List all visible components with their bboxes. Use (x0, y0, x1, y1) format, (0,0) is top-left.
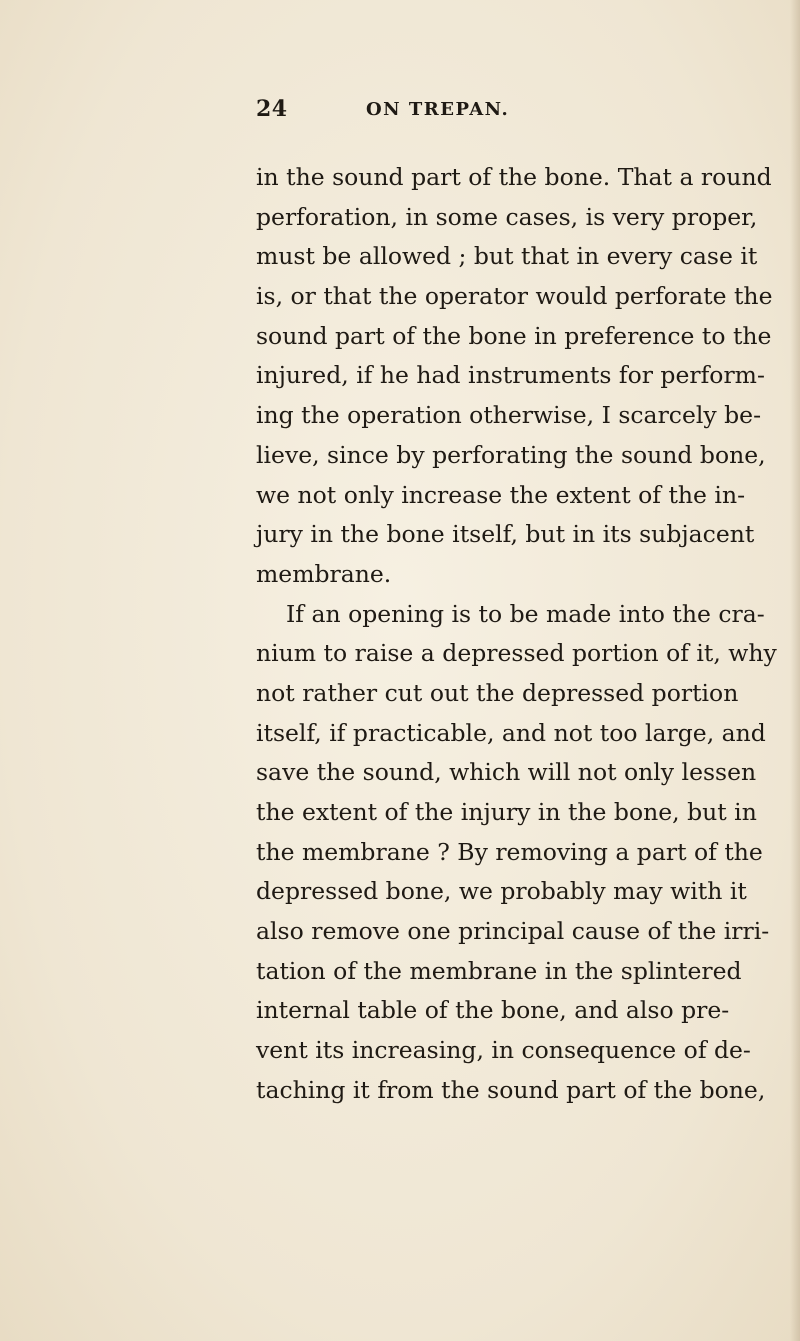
text-line: the extent of the injury in the bone, but in (256, 798, 757, 826)
text-line: tation of the membrane in the splintered (256, 956, 742, 985)
text-line: also remove one principal cause of the irri- (256, 917, 770, 946)
running-head-title: ON TREPAN. (366, 99, 510, 120)
text-line: must be allowed ; but that in every case it (256, 242, 758, 271)
text-line: save the sound, which will not only lessen (256, 758, 757, 787)
text-line: in the sound part of the bone. That a round (256, 163, 772, 191)
text-line: injured, if he had instruments for perform- (256, 361, 765, 390)
text-line: vent its increasing, in consequence of de- (256, 1036, 751, 1065)
running-head (256, 96, 656, 136)
text-line: If an opening is to be made into the cra- (286, 599, 765, 628)
text-line: ing the operation otherwise, I scarcely be- (256, 401, 762, 430)
text-line: depressed bone, we probably may with it (256, 877, 747, 906)
text-line: perforation, in some cases, is very proper, (256, 202, 758, 231)
text-line: is, or that the operator would perforate the (256, 282, 773, 311)
text-line: we not only increase the extent of the in- (256, 480, 746, 509)
text-line: not rather cut out the depressed portion (256, 678, 739, 707)
text-line: taching it from the sound part of the bone, (256, 1075, 766, 1104)
text-line: the membrane ? By removing a part of the (256, 837, 763, 866)
text-line: internal table of the bone, and also pre- (256, 996, 730, 1025)
text-line: lieve, since by perforating the sound bone, (256, 440, 766, 469)
page-number: 24 (256, 96, 288, 122)
page-edge-shadow (790, 0, 800, 1341)
text-line: sound part of the bone in preference to the (256, 321, 772, 350)
text-line: nium to raise a depressed portion of it, why (256, 639, 777, 668)
text-line: jury in the bone itself, but in its subjacent (256, 520, 755, 549)
text-line: itself, if practicable, and not too large, and (256, 718, 766, 747)
body-text (256, 158, 777, 1111)
text-line: membrane. (256, 559, 392, 588)
